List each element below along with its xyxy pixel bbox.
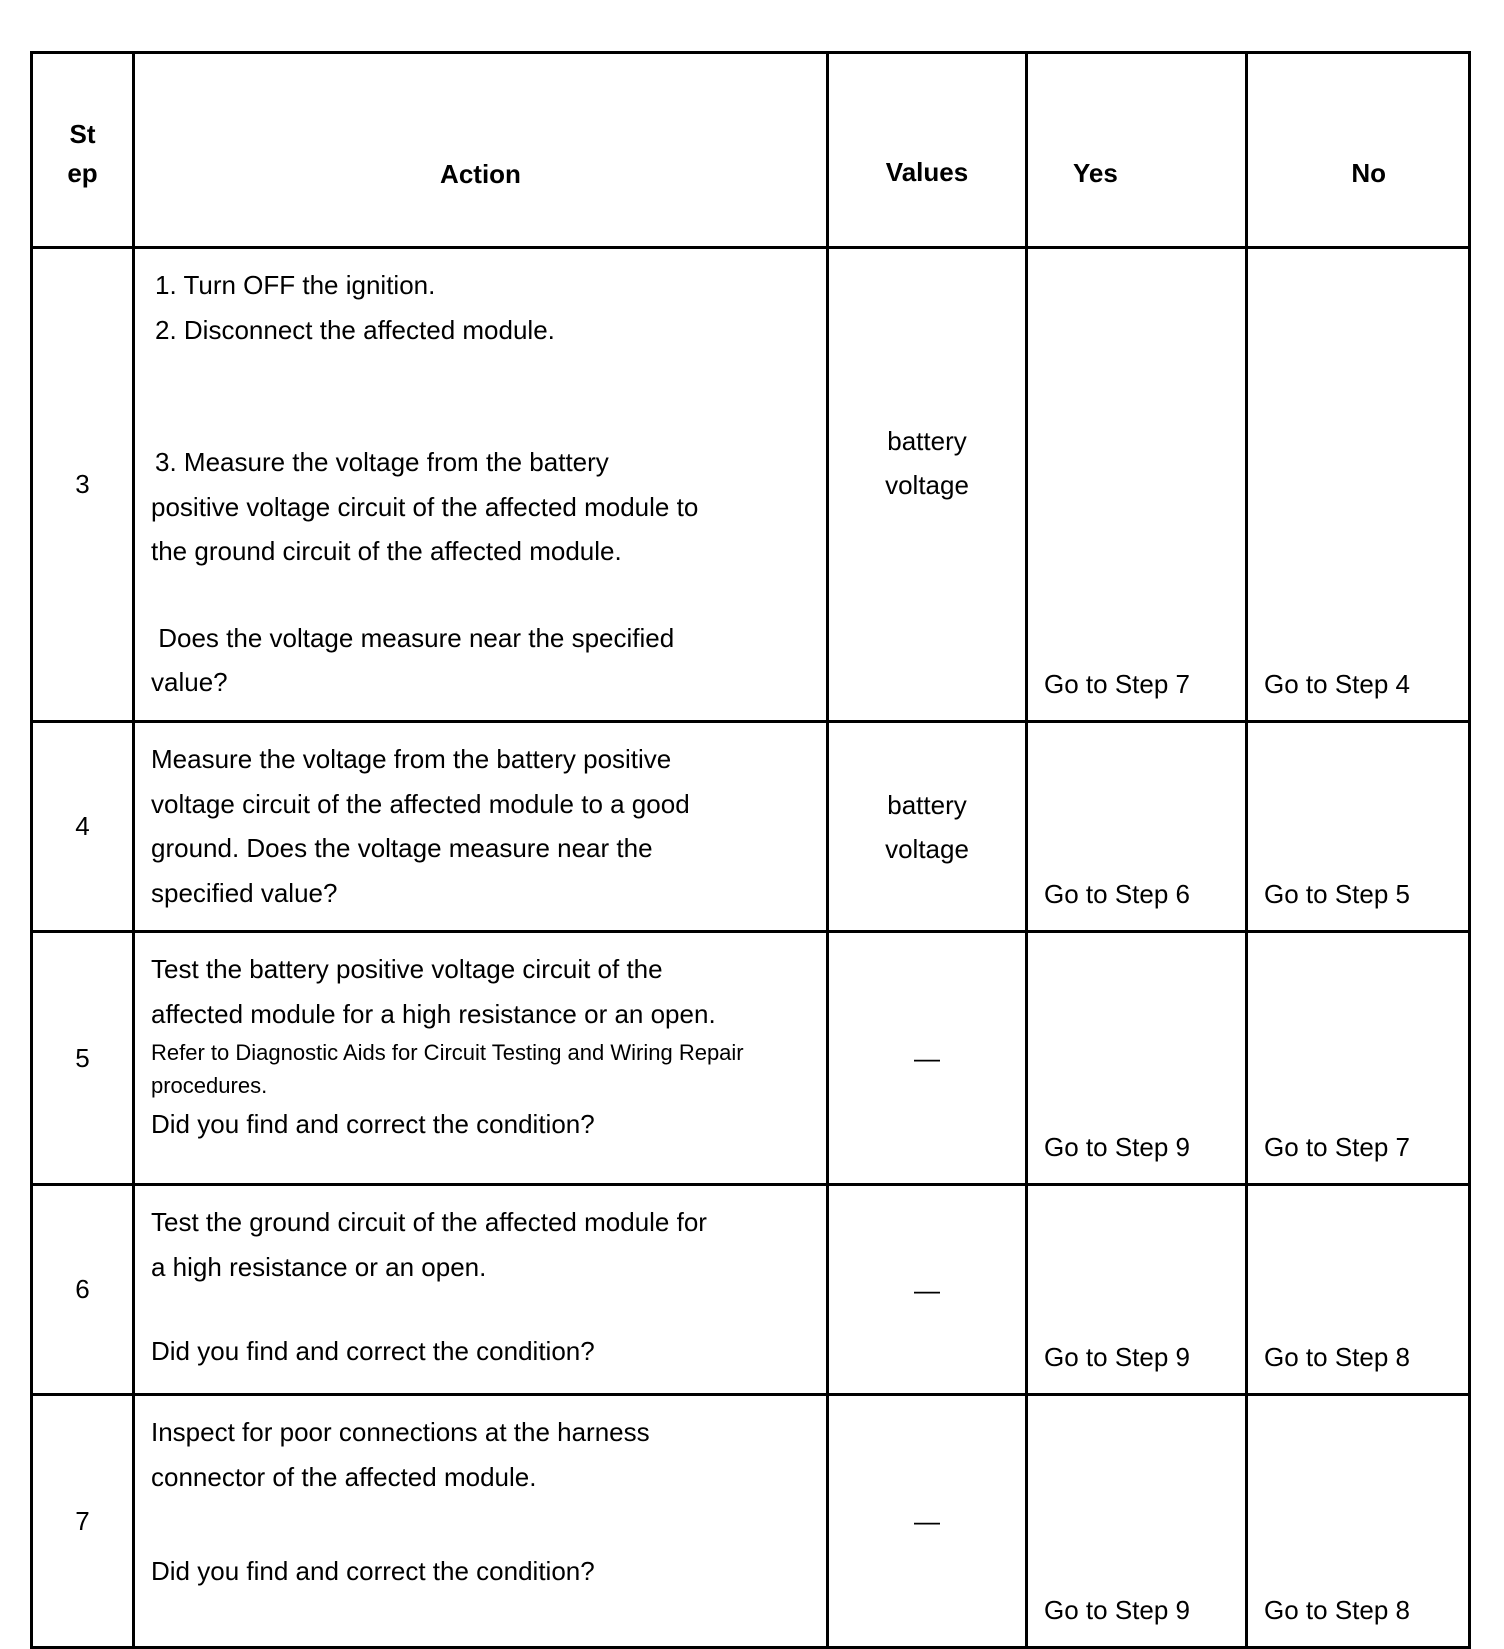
yes-goto: Go to Step 9 (1027, 1185, 1247, 1395)
action-line: 2. Disconnect the affected module. (155, 314, 555, 345)
action-line: positive voltage circuit of the affected module to (151, 491, 699, 522)
action-line: connector of the affected module. (151, 1461, 537, 1492)
action-line: 1. Turn OFF the ignition. (155, 270, 436, 300)
action-line: Test the battery positive voltage circuit of the (151, 954, 663, 984)
diagnostic-table (30, 51, 1471, 1649)
table-row (32, 248, 1470, 722)
header-no: No (1247, 53, 1470, 248)
action-line: affected module for a high resistance or an open. (151, 998, 716, 1029)
no-goto: Go to Step 7 (1247, 932, 1470, 1185)
action-cell (134, 1395, 828, 1648)
step-number: 6 (32, 1185, 134, 1395)
action-line: Inspect for poor connections at the harness (151, 1417, 650, 1447)
action-cell (134, 248, 828, 722)
yes-goto: Go to Step 6 (1027, 722, 1247, 932)
yes-goto: Go to Step 9 (1027, 932, 1247, 1185)
action-line: Test the ground circuit of the affected module for (151, 1207, 707, 1237)
step-number: 4 (32, 722, 134, 932)
no-goto: Go to Step 5 (1247, 722, 1470, 932)
no-goto: Go to Step 8 (1247, 1395, 1470, 1648)
action-question: Did you find and correct the condition? (151, 1556, 595, 1586)
no-goto: Go to Step 4 (1247, 248, 1470, 722)
value-line: voltage (885, 469, 969, 500)
action-question: Did you find and correct the condition? (151, 1109, 595, 1139)
values-cell (828, 722, 1027, 932)
table-row (32, 932, 1470, 1185)
step-number: 7 (32, 1395, 134, 1648)
yes-goto: Go to Step 9 (1027, 1395, 1247, 1648)
action-line: specified value? (151, 877, 338, 908)
table-row (32, 722, 1470, 932)
action-cell (134, 932, 828, 1185)
yes-goto: Go to Step 7 (1027, 248, 1247, 722)
action-cell (134, 722, 828, 932)
no-goto: Go to Step 8 (1247, 1185, 1470, 1395)
header-step-line2: ep (67, 158, 98, 188)
values-cell: — (828, 932, 1027, 1185)
table-row (32, 1185, 1470, 1395)
header-step (32, 53, 134, 248)
action-line: the ground circuit of the affected module. (151, 536, 622, 566)
action-cell (134, 1185, 828, 1395)
action-line: voltage circuit of the affected module to a good (151, 788, 690, 819)
header-yes: Yes (1027, 53, 1247, 248)
header-row (32, 53, 1470, 248)
value-line: battery (887, 789, 967, 820)
action-line: Measure the voltage from the battery positive (151, 744, 672, 774)
action-line: a high resistance or an open. (151, 1251, 487, 1282)
step-number: 3 (32, 248, 134, 722)
value-line: battery (887, 425, 967, 456)
header-action: Action (134, 53, 828, 248)
action-note: Refer to Diagnostic Aids for Circuit Testing and Wiring Repair procedures. (151, 1040, 744, 1098)
step-number: 5 (32, 932, 134, 1185)
action-question: value? (151, 667, 228, 697)
action-question: Does the voltage measure near the specified (151, 622, 675, 653)
value-line: voltage (885, 833, 969, 864)
action-line: ground. Does the voltage measure near the (151, 833, 653, 863)
table-row (32, 1395, 1470, 1648)
action-line: 3. Measure the voltage from the battery (155, 447, 609, 477)
values-cell (828, 248, 1027, 722)
values-cell: — (828, 1185, 1027, 1395)
header-values: Values (828, 53, 1027, 248)
values-cell: — (828, 1395, 1027, 1648)
action-question: Did you find and correct the condition? (151, 1336, 595, 1366)
header-step-line1: St (69, 119, 96, 149)
